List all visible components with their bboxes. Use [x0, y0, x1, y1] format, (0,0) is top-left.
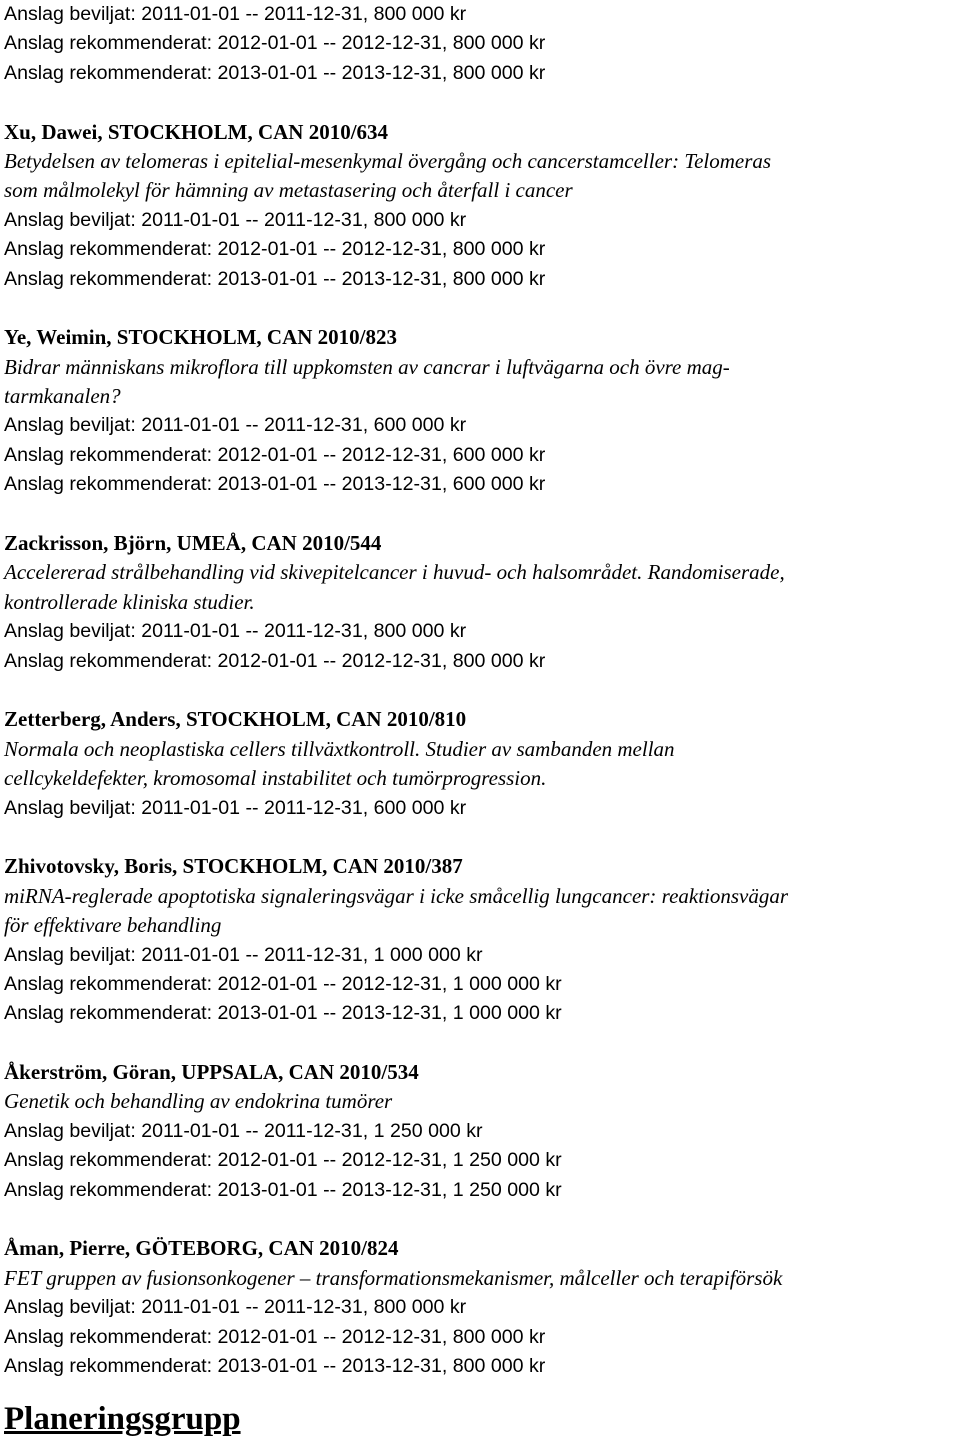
grant-line: Anslag rekommenderat: 2012-01-01 -- 2012-12-31, 800 000 kr — [4, 238, 546, 261]
grant-line: Anslag rekommenderat: 2013-01-01 -- 2013-12-31, 800 000 kr — [4, 267, 546, 290]
grant-line: Anslag beviljat: 2011-01-01 -- 2011-12-31, 800 000 kr — [4, 620, 467, 643]
entry-applicant: Zetterberg, Anders, STOCKHOLM, CAN 2010/810 — [4, 707, 467, 732]
grant-line: Anslag rekommenderat: 2012-01-01 -- 2012-12-31, 1 000 000 kr — [4, 972, 562, 995]
entry-applicant: Zackrisson, Björn, UMEÅ, CAN 2010/544 — [4, 531, 382, 556]
grant-entry — [4, 705, 956, 823]
spacer — [4, 88, 956, 117]
grant-line: Anslag beviljat: 2011-01-01 -- 2011-12-31, 1 000 000 kr — [4, 943, 483, 966]
grant-line: Anslag beviljat: 2011-01-01 -- 2011-12-31, 600 000 kr — [4, 414, 467, 437]
spacer — [4, 1029, 956, 1058]
entry-applicant: Åkerström, Göran, UPPSALA, CAN 2010/534 — [4, 1060, 419, 1085]
grant-line: Anslag beviljat: 2011-01-01 -- 2011-12-31, 800 000 kr — [4, 1296, 467, 1319]
entry-project-title: Betydelsen av telomeras i epitelial-mesenkymal övergång och cancerstamceller: Telomeras — [4, 148, 772, 173]
spacer — [4, 294, 956, 323]
entry-applicant: Xu, Dawei, STOCKHOLM, CAN 2010/634 — [4, 119, 389, 144]
grant-line: Anslag rekommenderat: 2012-01-01 -- 2012-12-31, 800 000 kr — [4, 32, 546, 55]
grant-line: Anslag rekommenderat: 2013-01-01 -- 2013-12-31, 1 000 000 kr — [4, 1002, 562, 1025]
grant-entry — [4, 118, 956, 294]
grant-line: Anslag rekommenderat: 2013-01-01 -- 2013-12-31, 1 250 000 kr — [4, 1178, 562, 1201]
entry-project-title: som målmolekyl för hämning av metastasering och återfall i cancer — [4, 178, 573, 203]
entry-project-title: Bidrar människans mikroflora till uppkomsten av cancrar i luftvägarna och övre mag- — [4, 354, 730, 379]
grant-entry — [4, 529, 956, 676]
grant-line: Anslag rekommenderat: 2012-01-01 -- 2012-12-31, 800 000 kr — [4, 649, 546, 672]
grant-entry — [4, 323, 956, 499]
entry-project-title: miRNA-reglerade apoptotiska signaleringsvägar i icke småcellig lungcancer: reaktionsvägar — [4, 883, 789, 908]
entry-project-title: Genetik och behandling av endokrina tumörer — [4, 1089, 393, 1114]
grant-entry — [4, 1058, 956, 1205]
entry-project-title: FET gruppen av fusionsonkogener – transformationsmekanismer, målceller och terapiförsök — [4, 1265, 783, 1290]
spacer — [4, 1205, 956, 1234]
section-heading: Planeringsgrupp — [4, 1401, 241, 1438]
grant-line: Anslag rekommenderat: 2013-01-01 -- 2013-12-31, 600 000 kr — [4, 473, 546, 496]
grant-line: Anslag rekommenderat: 2013-01-01 -- 2013-12-31, 800 000 kr — [4, 1354, 546, 1377]
entry-project-title: cellcykeldefekter, kromosomal instabilitet och tumörprogression. — [4, 766, 547, 791]
entry-project-title: tarmkanalen? — [4, 384, 121, 409]
document-page — [4, 0, 956, 1439]
grant-line: Anslag beviljat: 2011-01-01 -- 2011-12-31, 800 000 kr — [4, 208, 467, 231]
entry-project-title: för effektivare behandling — [4, 913, 222, 938]
grant-line: Anslag rekommenderat: 2012-01-01 -- 2012-12-31, 1 250 000 kr — [4, 1149, 562, 1172]
entry-applicant: Zhivotovsky, Boris, STOCKHOLM, CAN 2010/387 — [4, 854, 463, 879]
grant-line: Anslag rekommenderat: 2013-01-01 -- 2013-12-31, 800 000 kr — [4, 61, 546, 84]
grant-line: Anslag beviljat: 2011-01-01 -- 2011-12-31, 1 250 000 kr — [4, 1119, 483, 1142]
previous-entry-grants — [4, 0, 956, 88]
entry-project-title: kontrollerade kliniska studier. — [4, 589, 255, 614]
entry-applicant: Åman, Pierre, GÖTEBORG, CAN 2010/824 — [4, 1236, 399, 1261]
grant-line: Anslag rekommenderat: 2012-01-01 -- 2012-12-31, 600 000 kr — [4, 443, 546, 466]
entry-project-title: Normala och neoplastiska cellers tillväxtkontroll. Studier av sambanden mellan — [4, 736, 675, 761]
entry-applicant: Ye, Weimin, STOCKHOLM, CAN 2010/823 — [4, 325, 398, 350]
grant-entry — [4, 852, 956, 1028]
spacer — [4, 823, 956, 852]
grant-line: Anslag beviljat: 2011-01-01 -- 2011-12-31, 600 000 kr — [4, 796, 467, 819]
spacer — [4, 500, 956, 529]
grant-entry — [4, 1234, 956, 1381]
grant-line: Anslag rekommenderat: 2012-01-01 -- 2012-12-31, 800 000 kr — [4, 1325, 546, 1348]
spacer — [4, 676, 956, 705]
grant-line: Anslag beviljat: 2011-01-01 -- 2011-12-31, 800 000 kr — [4, 3, 467, 25]
entry-project-title: Accelererad strålbehandling vid skivepitelcancer i huvud- och halsområdet. Randomiserade, — [4, 560, 785, 585]
